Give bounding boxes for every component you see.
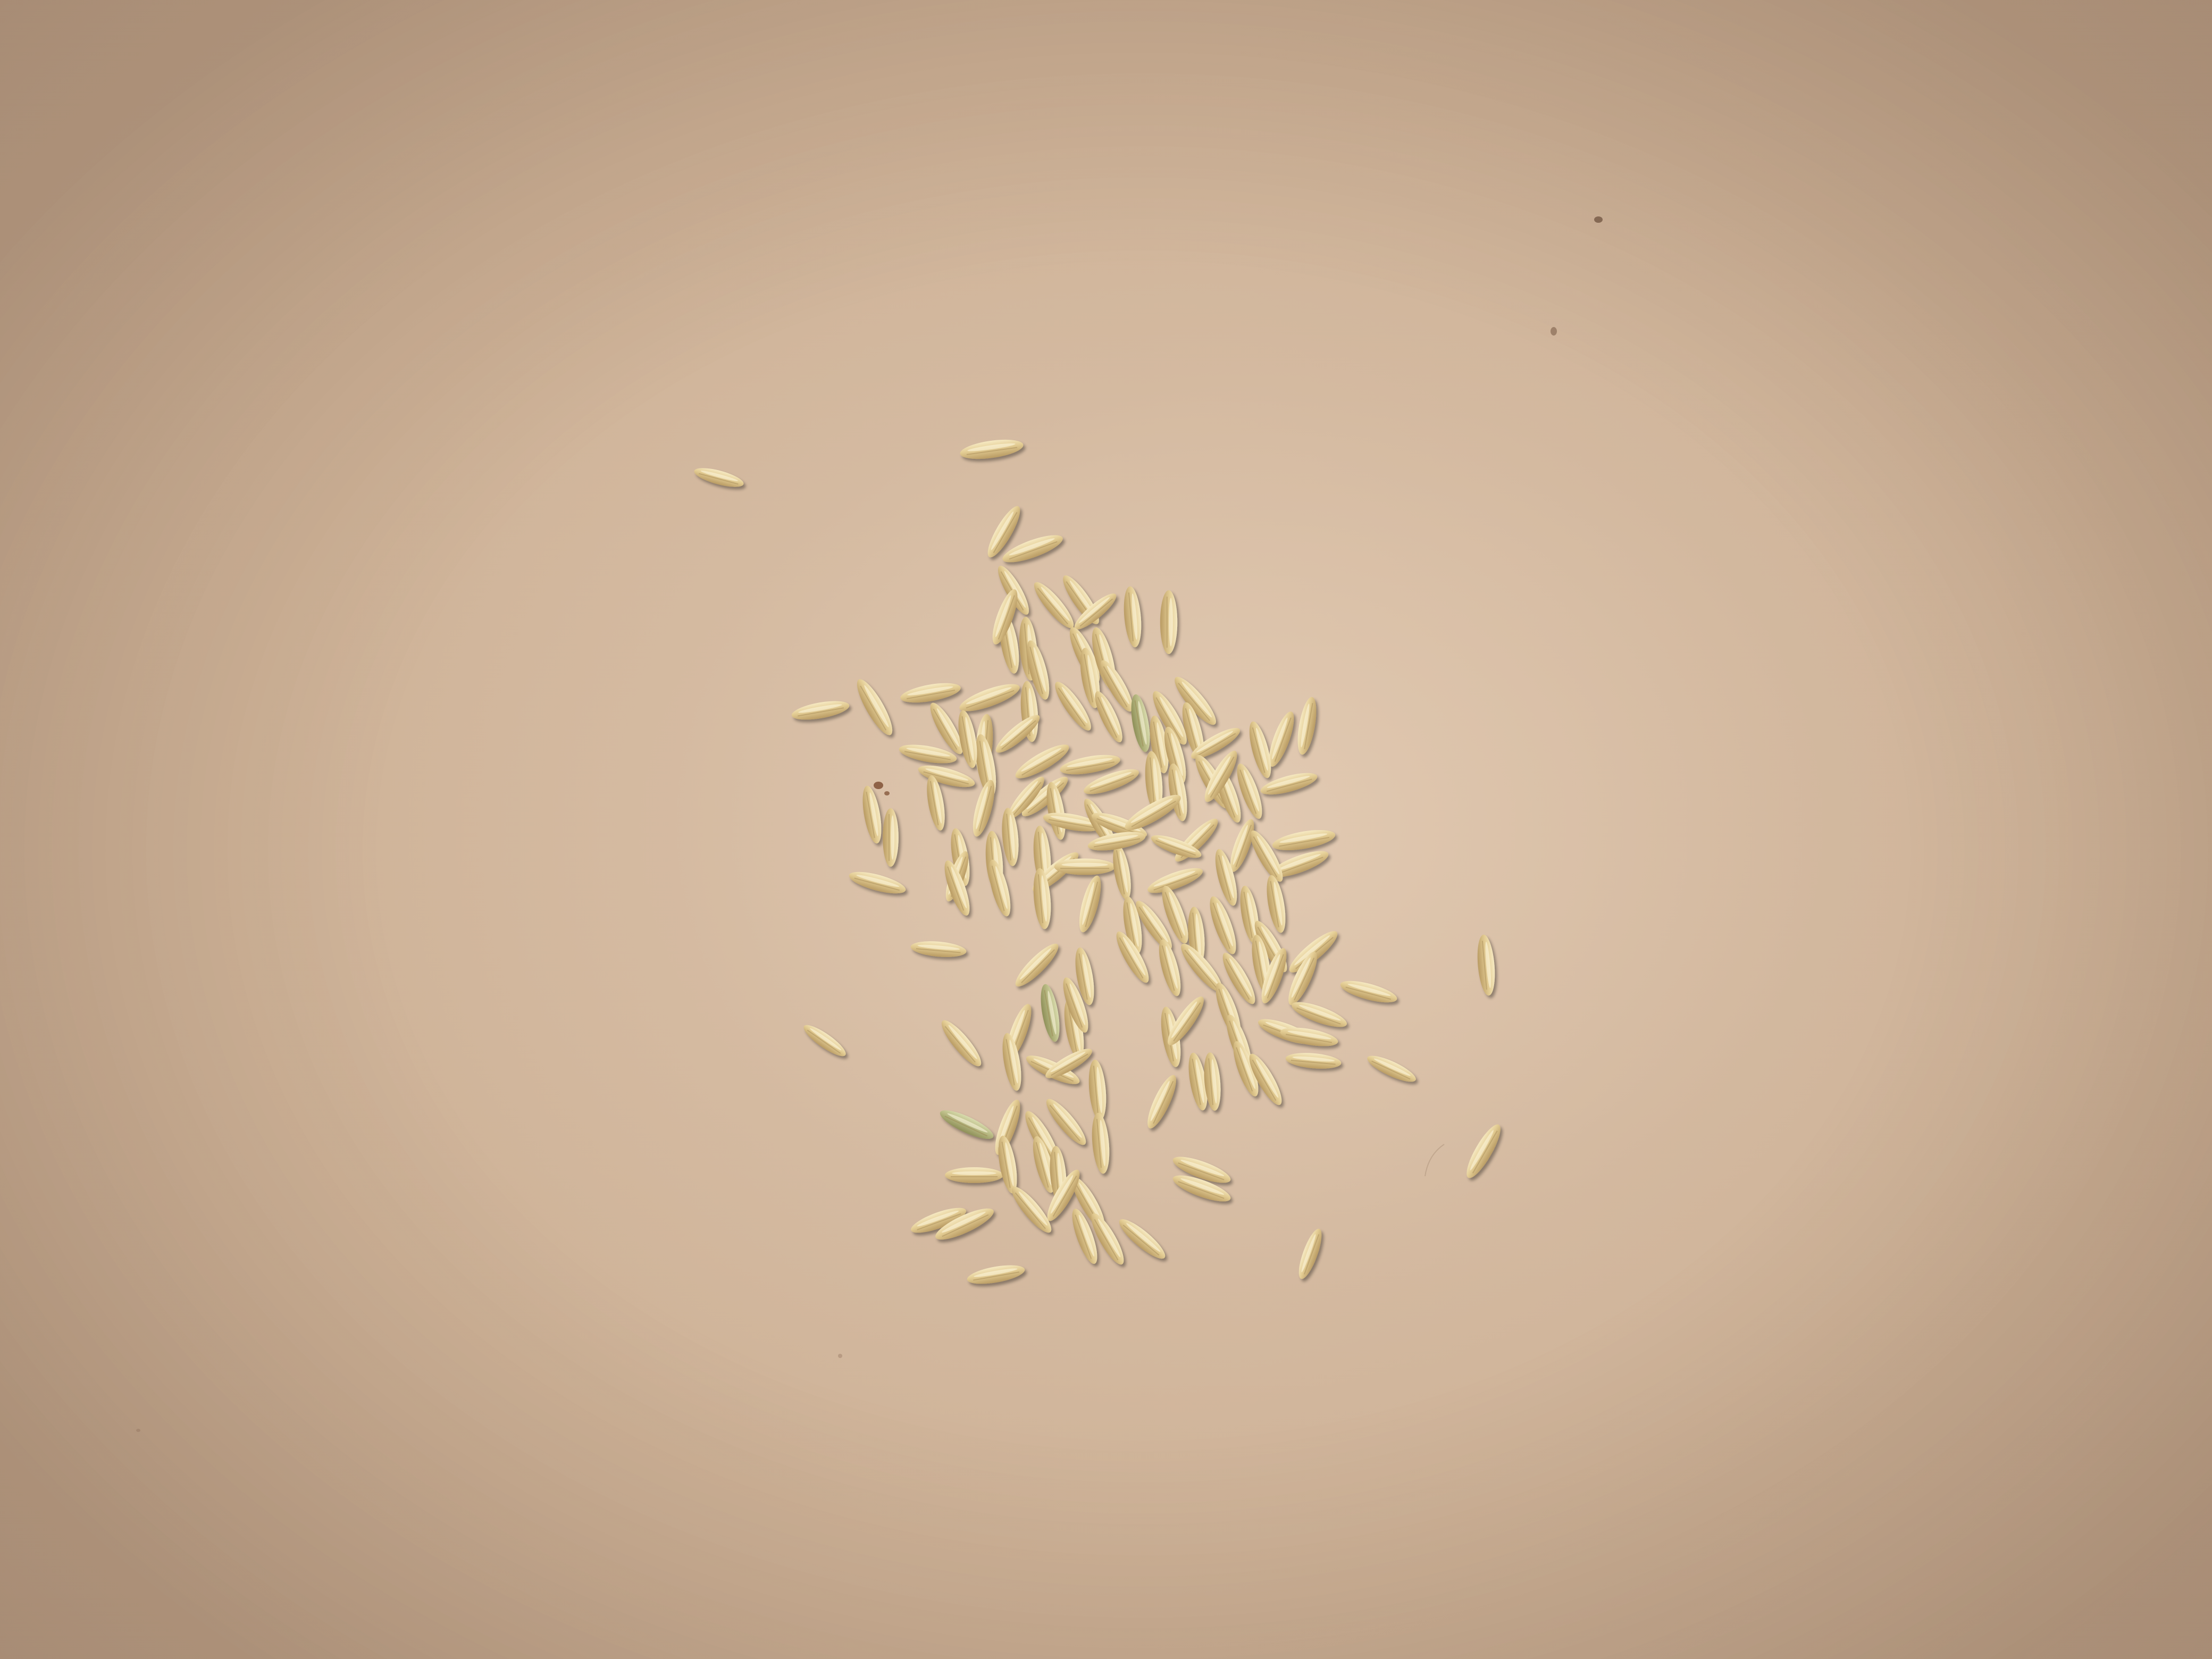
- speck: [1551, 327, 1557, 336]
- hair-fiber: [1425, 1144, 1444, 1176]
- speck: [874, 782, 883, 789]
- speck: [136, 1429, 140, 1432]
- speck: [884, 791, 890, 795]
- speck: [1594, 216, 1603, 223]
- speck: [838, 1354, 842, 1358]
